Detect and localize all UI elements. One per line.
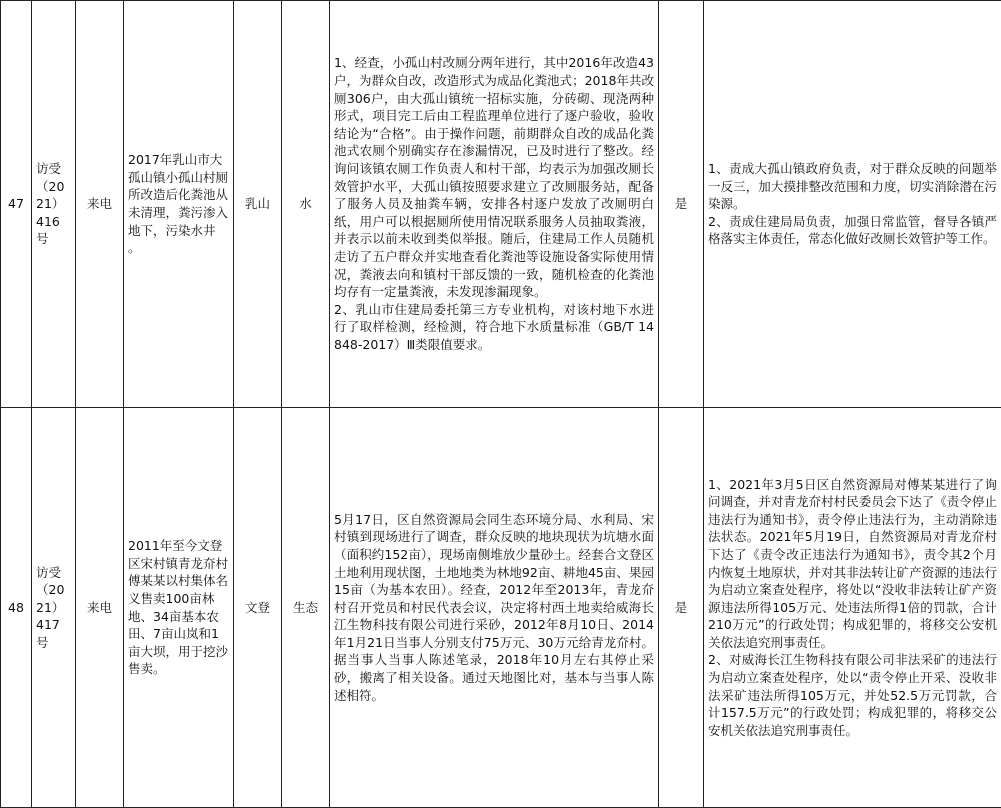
table-row [1,1,1001,408]
handling-result [704,1,1001,408]
area: 文登 [234,408,282,808]
handling-paragraph: 1、责成大孤山镇政府负责，对于群众反映的问题举一反三，加大摸排整改范围和力度，切实消除潜在污染源。 [708,160,997,213]
pollution-category: 生态 [282,408,330,808]
table-row [1,408,1001,808]
case-number: 访受（2021）416号 [32,1,76,408]
case-number: 访受（2021）417号 [32,408,76,808]
finding-paragraph: 5月17日，区自然资源局会同生态环境分局、水利局、宋村镇到现场进行了调查，群众反映的地块现状为坑塘水面（面积约152亩），现场南侧堆放少量砂土。经套合文登区土地利用现状图，土地地类为林地92亩、耕地45亩、果园15亩（为基本农田）。经查，2012年至2013年，青龙夼村召开党员和村民代表会议，决定将村西土地卖给威海长江生物科技有限公司进行采砂，2012年8月10日、2014年1月21日当事人分别支付75万元、30万元给青龙夼村。据当事人当事人陈述笔录，2018年10月左右其停止采砂，搬离了相关设备。通过天地图比对，基本与当事人陈述相符。 [334,511,654,705]
handling-result [704,408,1001,808]
handling-paragraph: 1、2021年3月5日区自然资源局对傅某某进行了询问调查，并对青龙夼村村民委员会下达了《责令停止违法行为通知书》，责令停止违法行为，主动消除违法状态。2021年5月19日，自然资源局对青龙夼村下达了《责令改正违法行为通知书》，责令其2个月内恢复土地原状，并对其非法转让矿产资源的违法行为启动立案查处程序，将处以“没收非法转让矿产资源违法所得105万元、处违法所得1倍的罚款，合计210万元”的行政处罚；构成犯罪的，将移交公安机关依法追究刑事责任。 [708,476,997,652]
verified-status: 是 [659,408,704,808]
row-number: 47 [1,1,32,408]
finding-paragraph: 1、经查，小孤山村改厕分两年进行，其中2016年改造43户，为群众自改，改造形式为成品化粪池式；2018年共改厕306户，由大孤山镇统一招标实施，分砖砌、现浇两种形式，项目完工后由工程监理单位进行了逐户验收，验收结论为“合格”。由于操作问题，前期群众自改的成品化粪池式农厕个别确实存在渗漏情况，已及时进行了整改。经询问该镇农厕工作负责人和村干部，均表示为加强改厕长效管护水平，大孤山镇按照要求建立了改厕服务站，配备了服务人员及抽粪车辆，安排各村逐户发放了改厕明白纸，用户可以根据厕所使用情况联系服务人员抽取粪液，并表示以前未收到类似举报。随后，住建局工作人员随机走访了五户群众并实地查看化粪池等设施设备实际使用情况，粪液去向和镇村干部反馈的一致，随机检查的化粪池均存有一定量粪液，未发现渗漏现象。 [334,54,654,300]
area: 乳山 [234,1,282,408]
report-type: 来电 [76,408,124,808]
handling-paragraph: 2、对威海长江生物科技有限公司非法采矿的违法行为启动立案查处程序，处以“责令停止开采、没收非法采矿违法所得105万元，并处52.5万元罚款，合计157.5万元”的行政处罚；构成犯罪的，将移交公安机关依法追究刑事责任。 [708,651,997,739]
complaint-content: 2011年至今文登区宋村镇青龙夼村傅某某以村集体名义售卖100亩林地、34亩基本农田、7亩山岚和1亩大坝，用于挖沙售卖。 [124,408,234,808]
verified-status: 是 [659,1,704,408]
investigation-findings [330,408,659,808]
complaint-content: 2017年乳山市大孤山镇小孤山村厕所改造后化粪池从未清理，粪污渗入地下，污染水井 。 [124,1,234,408]
finding-paragraph: 2、乳山市住建局委托第三方专业机构，对该村地下水进行了取样检测，经检测，符合地下水质量标准（GB/T 14848-2017）Ⅲ类限值要求。 [334,301,654,354]
handling-paragraph: 2、责成住建局局负责，加强日常监管，督导各镇严格落实主体责任，常态化做好改厕长效管护等工作。 [708,213,997,248]
row-number: 48 [1,408,32,808]
investigation-findings [330,1,659,408]
pollution-category: 水 [282,1,330,408]
report-type: 来电 [76,1,124,408]
